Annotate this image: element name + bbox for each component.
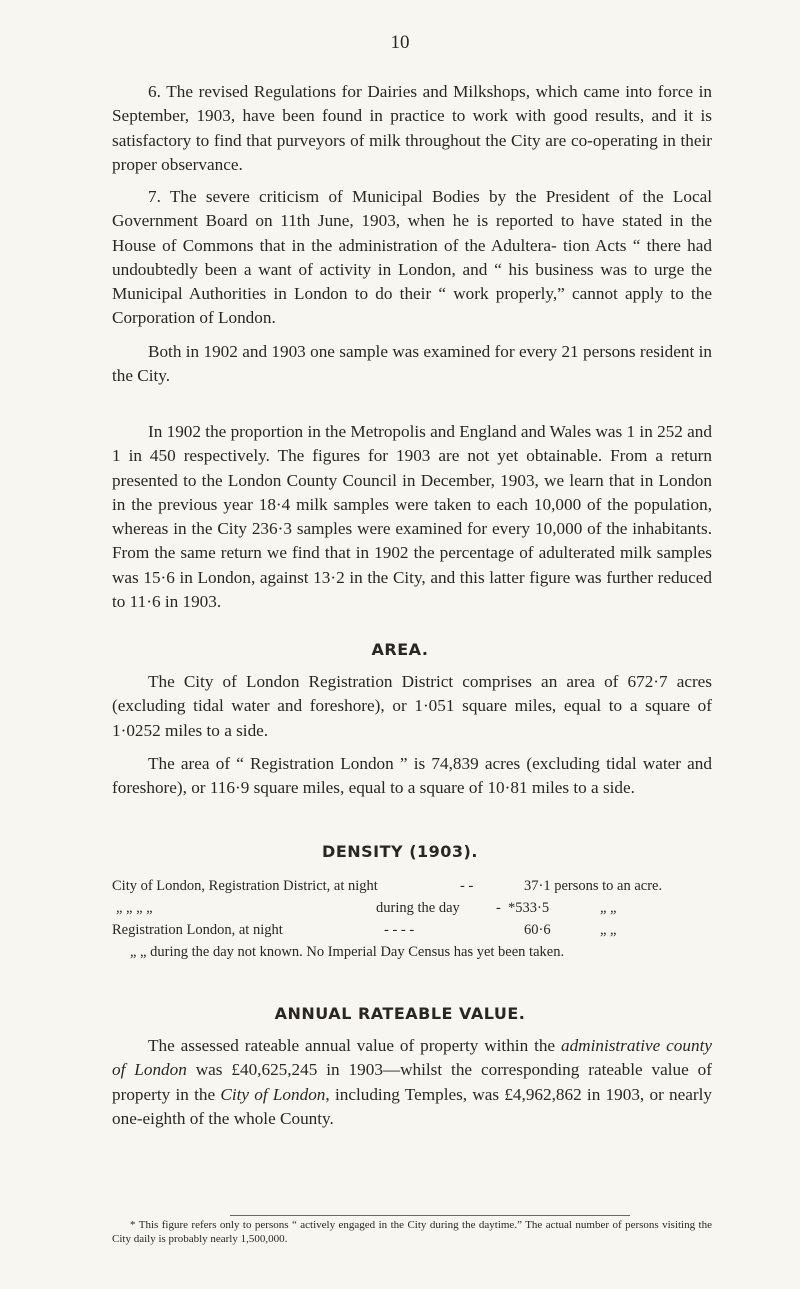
page-number: 10 <box>390 32 410 53</box>
density-value: 60·6 <box>524 922 551 938</box>
density-value: 37·1 persons to an acre. <box>524 878 663 894</box>
density-note: „ „ during the day not known. No Imperial Day Census has yet been taken. <box>130 944 565 960</box>
density-leader: - - - - <box>384 922 415 938</box>
density-unit: „ „ <box>600 922 617 938</box>
paragraph-criticism: 7. The severe criticism of Municipal Bodies by the President of the Local Government Board on 11th June, 1903, when he is reported to have stated in the House of Commons that in the administration of the Adultera- tion Acts “ there had undoubtedly been a want of activity in London, and “ his business was to urge the Municipal Authorities in London to do their “ work properly,” cannot apply to the Corporation of London. <box>112 187 712 328</box>
density-value: *533·5 <box>508 900 550 916</box>
heading-density: DENSITY (1903). <box>322 842 478 861</box>
paragraph-area-registration: The area of “ Registration London ” is 74,839 acres (excluding tidal water and foreshore), or 116·9 square miles, equal to a square of 10·81 miles to a side. <box>112 754 712 798</box>
paragraph-proportion: In 1902 the proportion in the Metropolis and England and Wales was 1 in 252 and 1 in 450 respectively. The figures for 1903 are not yet obtainable. From a return presented to the London County Council in December, 1903, we learn that in London in the previous year 18·4 milk samples were taken to each 10,000 of the population, whereas in the City 236·3 samples were examined for every 10,000 of the inhabitants. From the same return we find that in 1902 the percentage of adulterated milk samples was 15·6 in London, against 13·2 in the City, and this latter figure was further reduced to 11·6 in 1903. <box>112 422 712 612</box>
density-label: during the day <box>376 900 460 916</box>
density-unit: „ „ <box>600 900 617 916</box>
density-ditto: „ „ „ „ <box>116 900 153 916</box>
density-leader: - <box>496 900 501 916</box>
text-run: was £40,625,245 in 1903—whilst the corresponding rateable value of property in the <box>112 1060 712 1104</box>
heading-rateable-value: ANNUAL RATEABLE VALUE. <box>274 1004 526 1023</box>
paragraph-rateable-value <box>112 1034 712 1131</box>
density-label: City of London, Registration District, at night <box>112 878 378 894</box>
density-leader: - - <box>460 878 474 894</box>
text-run: The assessed rateable annual value of property within the <box>148 1036 561 1055</box>
density-label: Registration London, at night <box>112 922 283 938</box>
text-run-italic: City of London <box>220 1084 326 1104</box>
footnote-rule <box>230 1215 630 1216</box>
footnote <box>112 1219 712 1246</box>
heading-area: AREA. <box>371 640 429 659</box>
paragraph-samples: Both in 1902 and 1903 one sample was examined for every 21 persons resident in the City. <box>112 342 712 386</box>
footnote-text: * This figure refers only to persons “ actively engaged in the City during the daytime.” The actual number of persons visiting the City daily is probably nearly 1,500,000. <box>112 1219 712 1245</box>
text-run: , including Temples, was £4,962,862 in 1903, or nearly one-eighth of the whole County. <box>112 1084 712 1128</box>
paragraph-area-city: The City of London Registration District comprises an area of 672·7 acres (excluding tidal water and foreshore), or 1·051 square miles, equal to a square of 1·0252 miles to a side. <box>112 672 712 740</box>
text-run-italic: administrative county of London <box>112 1036 712 1080</box>
paragraph-dairies: 6. The revised Regulations for Dairies and Milkshops, which came into force in September, 1903, have been found in practice to work with good results, and it is satisfactory to find that purveyors of milk throughout the City are co-operating in their proper observance. <box>112 82 712 174</box>
